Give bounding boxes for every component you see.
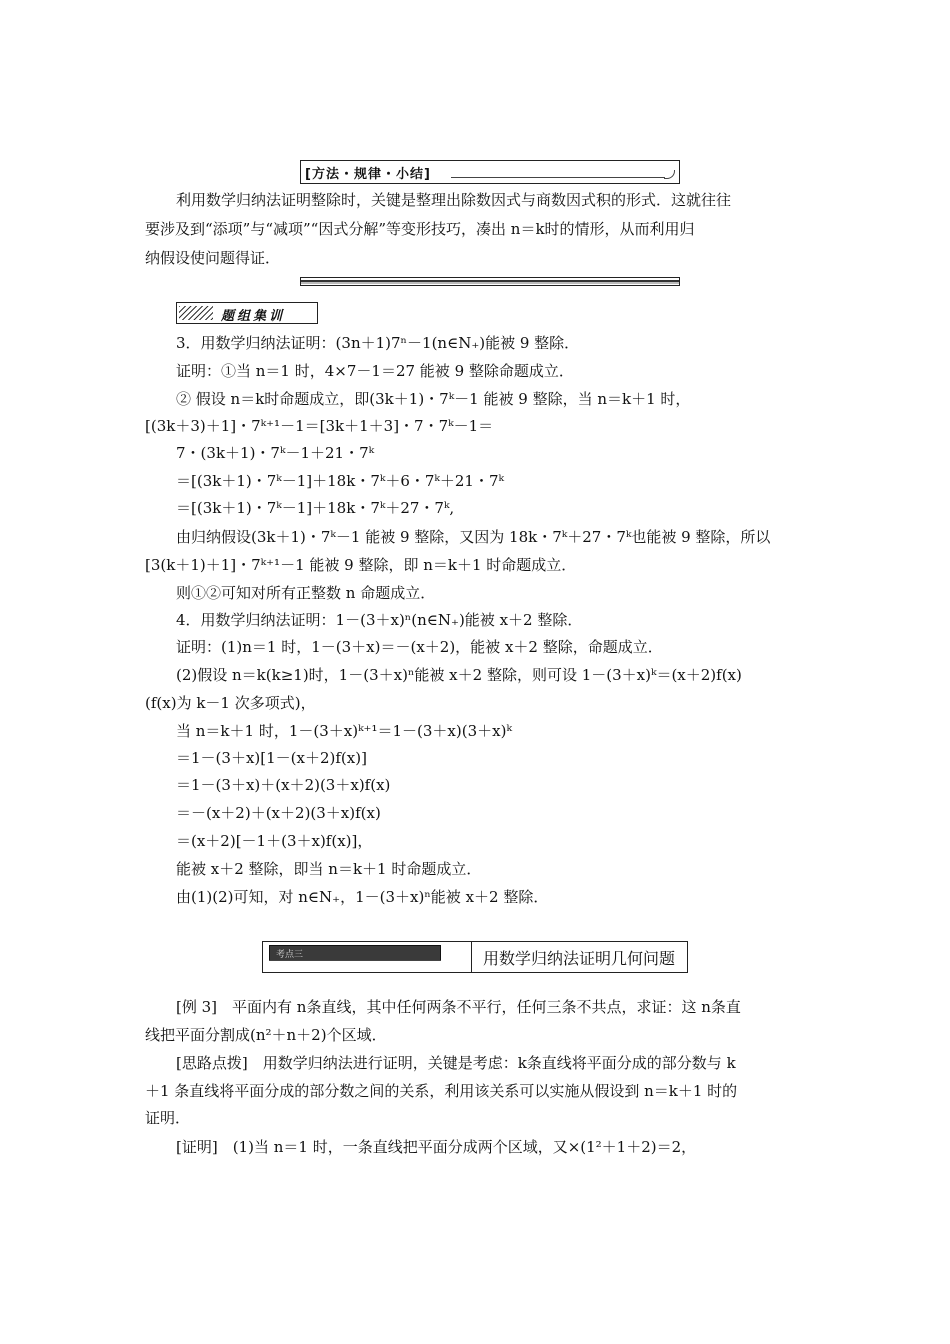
- proof-line: ＝[(3k＋1)・7ᵏ－1]＋18k・7ᵏ＋27・7ᵏ,: [176, 499, 455, 517]
- proof-line: 证明：①当 n＝1 时，4×7－1＝27 能被 9 整除命题成立．: [176, 362, 574, 380]
- hint-line: 证明．: [145, 1109, 191, 1127]
- topic-title: 用数学归纳法证明几何问题: [482, 949, 675, 968]
- hint-line: [思路点拨] 用数学归纳法进行证明，关键是考虑：k条直线将平面分成的部分数与 k: [176, 1054, 736, 1072]
- hatch-pattern-icon: [179, 306, 213, 320]
- problem-4-statement: 4．用数学归纳法证明：1－(3＋x)ⁿ(n∈N₊)能被 x＋2 整除．: [176, 611, 583, 629]
- problem-3-statement: 3．用数学归纳法证明：(3n＋1)7ⁿ－1(n∈N₊)能被 9 整除．: [176, 334, 580, 352]
- topic-tag-label: 考点三: [276, 950, 304, 960]
- proof-conclusion: 由(1)(2)可知，对 n∈N₊，1－(3＋x)ⁿ能被 x＋2 整除．: [176, 888, 549, 906]
- topic-header: [262, 941, 688, 973]
- proof-line: [3(k＋1)＋1]・7ᵏ⁺¹－1 能被 9 整除，即 n＝k＋1 时命题成立．: [145, 556, 577, 574]
- proof-conclusion: 则①②可知对所有正整数 n 命题成立．: [176, 584, 436, 602]
- proof-line: (f(x)为 k－1 次多项式)，: [145, 694, 316, 712]
- proof-line: ＝1－(3＋x)[1－(x＋2)f(x)]: [176, 749, 367, 767]
- proof-line: 由归纳假设(3k＋1)・7ᵏ－1 能被 9 整除，又因为 18k・7ᵏ＋27・7ᵏ也能被 9 整除，所以: [176, 528, 771, 546]
- proof-line: ＝－(x＋2)＋(x＋2)(3＋x)f(x): [176, 804, 381, 822]
- topic-tag: [269, 945, 441, 961]
- header-curl-ornament: [664, 170, 675, 179]
- topic-tag-underline: [269, 960, 441, 961]
- hint-line: ＋1 条直线将平面分成的部分数之间的关系，利用该关系可以实施从假设到 n＝k＋1 时的: [145, 1082, 738, 1100]
- summary-line-2: 要涉及到“添项”与“减项”“因式分解”等变形技巧，凑出 n＝k时的情形，从而利用归: [145, 220, 695, 238]
- summary-line-1: 利用数学归纳法证明整除时，关键是整理出除数因式与商数因式积的形式．这就往往: [176, 191, 732, 209]
- method-summary-header: [300, 160, 680, 184]
- summary-line-3: 纳假设使问题得证．: [145, 249, 281, 267]
- proof-line: 能被 x＋2 整除，即当 n＝k＋1 时命题成立．: [176, 860, 482, 878]
- method-summary-label: [方法・规律・小结]: [305, 167, 431, 182]
- topic-divider: [471, 942, 472, 972]
- proof-line: ② 假设 n＝k时命题成立，即(3k＋1)・7ᵏ－1 能被 9 整除，当 n＝k＋1 时，: [176, 390, 691, 408]
- proof-line: [(3k＋3)＋1]・7ᵏ⁺¹－1＝[3k＋1＋3]・7・7ᵏ－1＝: [145, 417, 494, 435]
- group-practice-header: [176, 302, 318, 324]
- summary-close-bar: [300, 277, 680, 286]
- proof-line: ＝(x＋2)[－1＋(3＋x)f(x)]，: [176, 832, 373, 850]
- proof-line: ＝1－(3＋x)＋(x＋2)(3＋x)f(x): [176, 776, 391, 794]
- header-rule: [451, 177, 665, 178]
- example-proof-line: [证明] (1)当 n＝1 时，一条直线把平面分成两个区域，又×(1²＋1＋2)＝2，: [176, 1138, 697, 1156]
- proof-line: 当 n＝k＋1 时，1－(3＋x)ᵏ⁺¹＝1－(3＋x)(3＋x)ᵏ: [176, 722, 512, 740]
- proof-line: 证明：(1)n＝1 时，1－(3＋x)＝－(x＋2)，能被 x＋2 整除，命题成立．: [176, 638, 663, 656]
- example-3-statement: [例 3] 平面内有 n条直线，其中任何两条不平行，任何三条不共点，求证：这 n条直: [176, 998, 741, 1016]
- proof-line: ＝[(3k＋1)・7ᵏ－1]＋18k・7ᵏ＋6・7ᵏ＋21・7ᵏ: [176, 472, 504, 490]
- proof-line: (2)假设 n＝k(k≥1)时，1－(3＋x)ⁿ能被 x＋2 整除，则可设 1－(3＋x)ᵏ＝(x＋2)f(x): [176, 666, 742, 684]
- group-practice-label: 题组集训: [221, 309, 286, 324]
- proof-line: 7・(3k＋1)・7ᵏ－1＋21・7ᵏ: [176, 444, 375, 462]
- example-3-statement-cont: 线把平面分割成(n²＋n＋2)个区域．: [145, 1026, 387, 1044]
